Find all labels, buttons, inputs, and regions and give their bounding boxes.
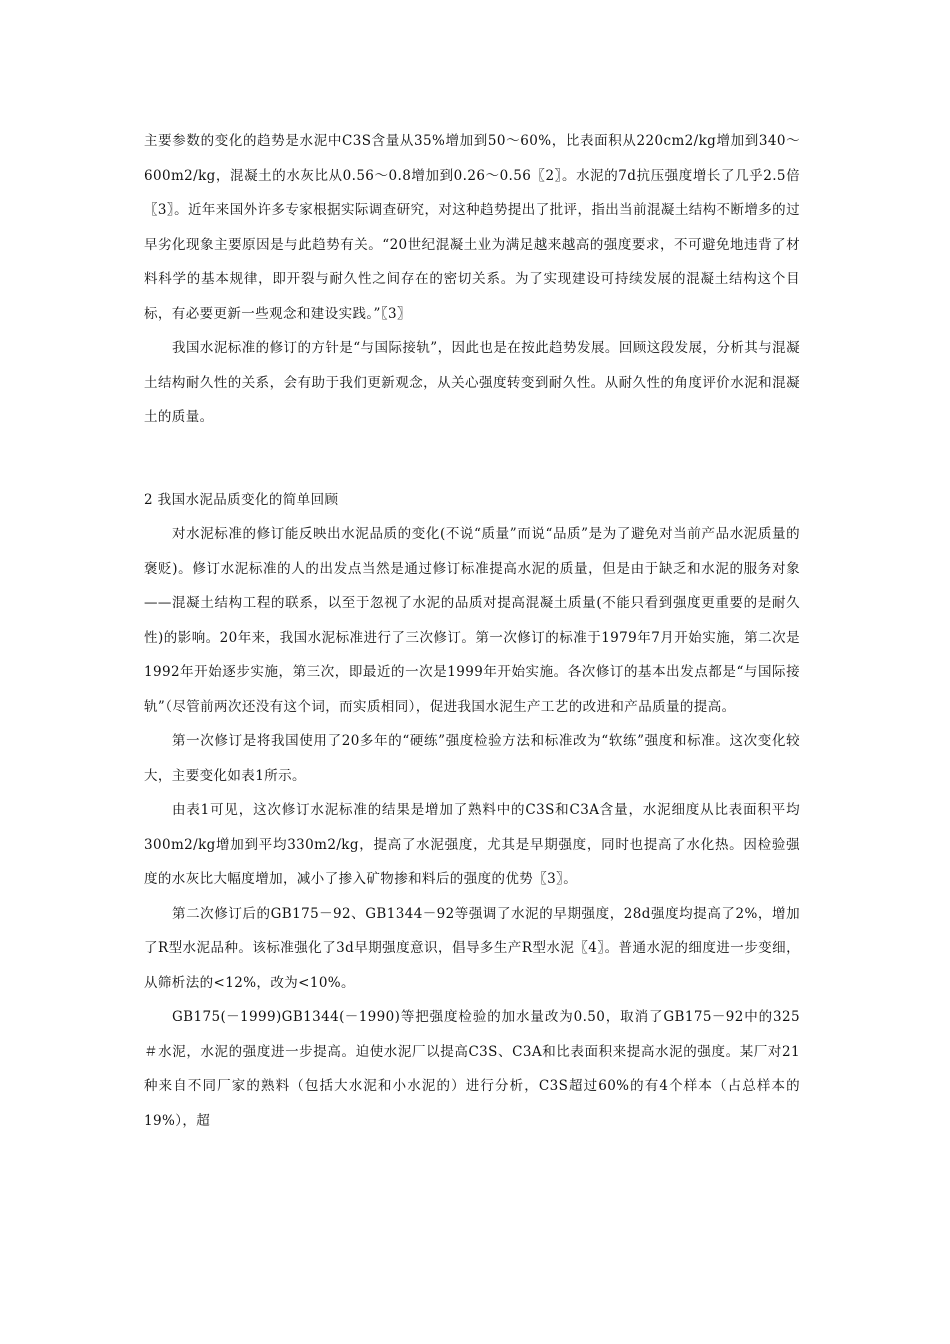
paragraph-standard-revisions: 对水泥标准的修订能反映出水泥品质的变化(不说“质量”而说“品质”是为了避免对当前产品水泥质量的褒贬)。修订水泥标准的人的出发点当然是通过修订标准提高水泥的质量，但是由于缺乏和水泥的服务对象——混凝土结构工程的联系，以至于忽视了水泥的品质对提高混凝土质量(不能只看到强度更重要的是耐久性)的影响。20年来，我国水泥标准进行了三次修订。第一次修订的标准于1979年7月开始实施，第二次是1992年开始逐步实施，第三次，即最近的一次是1999年开始实施。各次修订的基本出发点都是“与国际接轨”（尽管前两次还没有这个词，而实质相同），促进我国水泥生产工艺的改进和产品质量的提高。: [144, 526, 800, 715]
paragraph-trend-parameters: 主要参数的变化的趋势是水泥中C3S含量从35%增加到50～60%，比表面积从220cm2/kg增加到340～600m2/kg，混凝土的水灰比从0.56～0.8增加到0.26～0.56〖2〗。水泥的7d抗压强度增长了几乎2.5倍〖3〗。近年来国外许多专家根据实际调查研究，对这种趋势提出了批评，指出当前混凝土结构不断增多的过早劣化现象主要原因是与此趋势有关。“20世纪混凝土业为满足越来越高的强度要求，不可避免地违背了材料科学的基本规律，即开裂与耐久性之间存在的密切关系。为了实现建设可持续发展的混凝土结构这个目标，有必要更新一些观念和建设实践。”〖3〗: [144, 133, 800, 322]
paragraph-table1-result: 由表1可见，这次修订水泥标准的结果是增加了熟料中的C3S和C3A含量，水泥细度从比表面积平均300m2/kg增加到平均330m2/kg，提高了水泥强度，尤其是早期强度，同时也提高了水化热。因检验强度的水灰比大幅度增加，减小了掺入矿物掺和料后的强度的优势〖3〗。: [144, 802, 800, 887]
document-body: [144, 124, 800, 1138]
paragraph-third-revision: GB175(－1999)GB1344(－1990)等把强度检验的加水量改为0.50，取消了GB175－92中的325＃水泥，水泥的强度进一步提高。迫使水泥厂以提高C3S、C3A和比表面积来提高水泥的强度。某厂对21种来自不同厂家的熟料（包括大水泥和小水泥的）进行分析，C3S超过60%的有4个样本（占总样本的19%），超: [144, 1009, 800, 1129]
paragraph-first-revision: 第一次修订是将我国使用了20多年的“硬练”强度检验方法和标准改为“软练”强度和标准。这次变化较大，主要变化如表1所示。: [144, 733, 800, 784]
section-gap: [144, 435, 800, 483]
paragraph-standard-policy: 我国水泥标准的修订的方针是“与国际接轨”，因此也是在按此趋势发展。回顾这段发展，分析其与混凝土结构耐久性的关系，会有助于我们更新观念，从关心强度转变到耐久性。从耐久性的角度评价水泥和混凝土的质量。: [144, 340, 800, 425]
section-heading: 2 我国水泥品质变化的简单回顾: [144, 491, 339, 508]
paragraph-second-revision: 第二次修订后的GB175－92、GB1344－92等强调了水泥的早期强度，28d强度均提高了2%，增加了R型水泥品种。该标准强化了3d早期强度意识，倡导多生产R型水泥〖4〗。普通水泥的细度进一步变细，从筛析法的<12%，改为<10%。: [144, 905, 800, 991]
